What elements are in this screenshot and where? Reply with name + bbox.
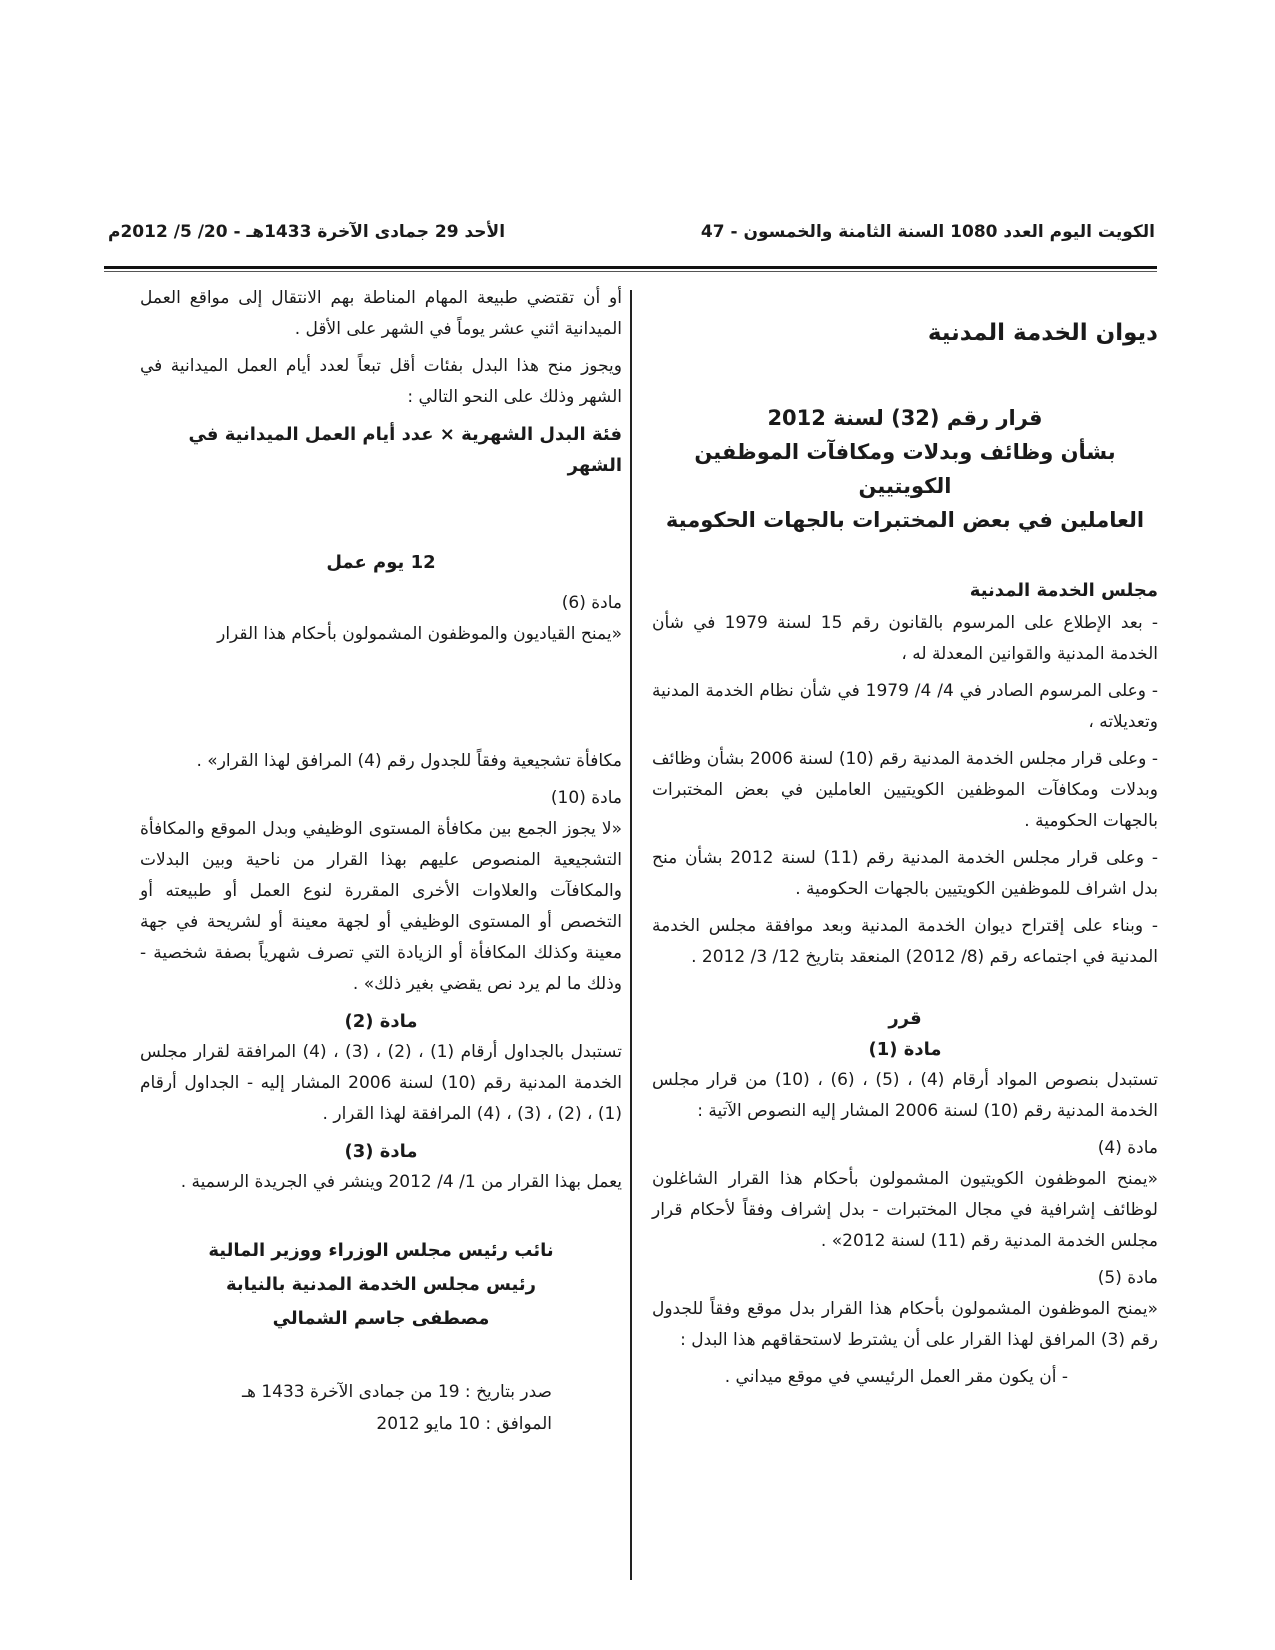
signatory-title-1: نائب رئيس مجلس الوزراء ووزير المالية <box>208 1240 554 1261</box>
issue-date-block <box>140 1376 552 1440</box>
header-rule-thin <box>104 271 1157 272</box>
left-column <box>140 283 622 1440</box>
issue-date-gregorian: الموافق : 10 مايو 2012 <box>376 1414 552 1434</box>
decree-subject-line2: العاملين في بعض المختبرات بالجهات الحكومية <box>665 508 1145 532</box>
article-5-label: مادة (5) <box>1097 1268 1158 1288</box>
article-6-label: مادة (6) <box>561 593 622 613</box>
header-date: الأحد 29 جمادى الآخرة 1433هـ - 20/ 5/ 2012م <box>108 222 506 242</box>
signature-block <box>140 1234 622 1336</box>
signatory-name: مصطفى جاسم الشمالي <box>272 1308 490 1329</box>
article-4-label: مادة (4) <box>1097 1138 1158 1158</box>
article-5-scaling: ويجوز منح هذا البدل بفئات أقل تبعاً لعدد أيام العمل الميدانية في الشهر وذلك على النحو التالي : <box>140 356 622 407</box>
article-2-title: مادة (2) <box>344 1011 418 1032</box>
decree-number: قرار رقم (32) لسنة 2012 <box>767 406 1043 430</box>
right-column <box>652 300 1158 1399</box>
decree-subject-line1: بشأن وظائف وبدلات ومكافآت الموظفين الكويتيين <box>694 440 1116 498</box>
article-3-title: مادة (3) <box>344 1141 418 1162</box>
article-5-text: «يمنح الموظفون المشمولون بأحكام هذا القرار بدل موقع وفقاً للجدول رقم (3) المرافق لهذا القرار على أن يشترط لاستحقاقهم هذا البدل : <box>652 1299 1158 1350</box>
article-6-text-end: مكافأة تشجيعية وفقاً للجدول رقم (4) المرافق لهذا القرار» . <box>196 751 622 771</box>
allowance-formula: فئة البدل الشهرية × عدد أيام العمل الميدانية في الشهر <box>188 424 622 476</box>
article-1-title: مادة (1) <box>868 1039 942 1060</box>
preamble-item: - وعلى المرسوم الصادر في 4/ 4/ 1979 في شأن نظام الخدمة المدنية وتعديلاته ، <box>652 681 1158 732</box>
column-divider <box>630 290 632 1580</box>
header-rule <box>104 266 1157 269</box>
signatory-title-2: رئيس مجلس الخدمة المدنية بالنيابة <box>225 1274 537 1295</box>
article-10-label: مادة (10) <box>550 788 622 808</box>
article-1-text: تستبدل بنصوص المواد أرقام (4) ، (5) ، (6) ، (10) من قرار مجلس الخدمة المدنية رقم (10) لسنة 2006 المشار إليه النصوص الآتية : <box>652 1070 1158 1121</box>
decree-title <box>652 401 1158 537</box>
agency-title: ديوان الخدمة المدنية <box>927 320 1158 346</box>
article-5-condition: - أن يكون مقر العمل الرئيسي في موقع ميداني . <box>724 1367 1068 1387</box>
preamble-item: - وعلى قرار مجلس الخدمة المدنية رقم (11) لسنة 2012 بشأن منح بدل اشراف للموظفين الكويتيين بالجهات الحكومية . <box>652 848 1158 899</box>
preamble-item: - وعلى قرار مجلس الخدمة المدنية رقم (10) لسنة 2006 بشأن وظائف وبدلات ومكافآت الموظفين الكويتيين العاملين في بعض المختبرات بالجهات الحكومية . <box>652 749 1158 831</box>
preamble-item: - وبناء على إقتراح ديوان الخدمة المدنية وبعد موافقة مجلس الخدمة المدنية في اجتماعه رقم (8/ 2012) المنعقد بتاريخ 12/ 3/ 2012 . <box>652 916 1158 967</box>
decided-heading: قرر <box>888 1008 922 1029</box>
formula-denominator: 12 يوم عمل <box>326 552 436 573</box>
article-3-text: يعمل بهذا القرار من 1/ 4/ 2012 وينشر في الجريدة الرسمية . <box>180 1172 622 1192</box>
preamble-item: - بعد الإطلاع على المرسوم بالقانون رقم 15 لسنة 1979 في شأن الخدمة المدنية والقوانين المعدلة له ، <box>652 613 1158 664</box>
council-heading: مجلس الخدمة المدنية <box>969 580 1158 601</box>
issue-date-hijri: صدر بتاريخ : 19 من جمادى الآخرة 1433 هـ <box>241 1382 552 1402</box>
header-issue-info: الكويت اليوم العدد 1080 السنة الثامنة والخمسون - 47 <box>700 222 1155 242</box>
article-2-text: تستبدل بالجداول أرقام (1) ، (2) ، (3) ، (4) المرافقة لقرار مجلس الخدمة المدنية رقم (10) لسنة 2006 المشار إليه - الجداول أرقام (1) ، (2) ، (3) ، (4) المرافقة لهذا القرار . <box>140 1042 623 1124</box>
article-4-text: «يمنح الموظفون الكويتيون المشمولون بأحكام هذا القرار الشاغلون لوظائف إشرافية في مجال المختبرات - بدل إشراف وفقاً لأحكام قرار مجلس الخدمة المدنية رقم (11) لسنة 2012» . <box>652 1169 1158 1251</box>
article-6-text: «يمنح القياديون والموظفون المشمولون بأحكام هذا القرار <box>217 624 622 644</box>
article-10-text: «لا يجوز الجمع بين مكافأة المستوى الوظيفي وبدل الموقع والمكافأة التشجيعية المنصوص عليهم بهذا القرار من ناحية وبين البدلات والمكافآت والعلاوات الأخرى المقررة لنوع العمل أو طبيعته أو التخصص أو المستوى الوظيفي أو لجهة معينة أو لشريحة في جهة معينة وكذلك المكافأة أو الزيادة التي تصرف شهرياً بصفة شخصية - وذلك ما لم يرد نص يقضي بغير ذلك» . <box>140 819 622 994</box>
article-5-continuation: أو أن تقتضي طبيعة المهام المناطة بهم الانتقال إلى مواقع العمل الميدانية اثني عشر يوماً في الشهر على الأقل . <box>140 288 622 339</box>
